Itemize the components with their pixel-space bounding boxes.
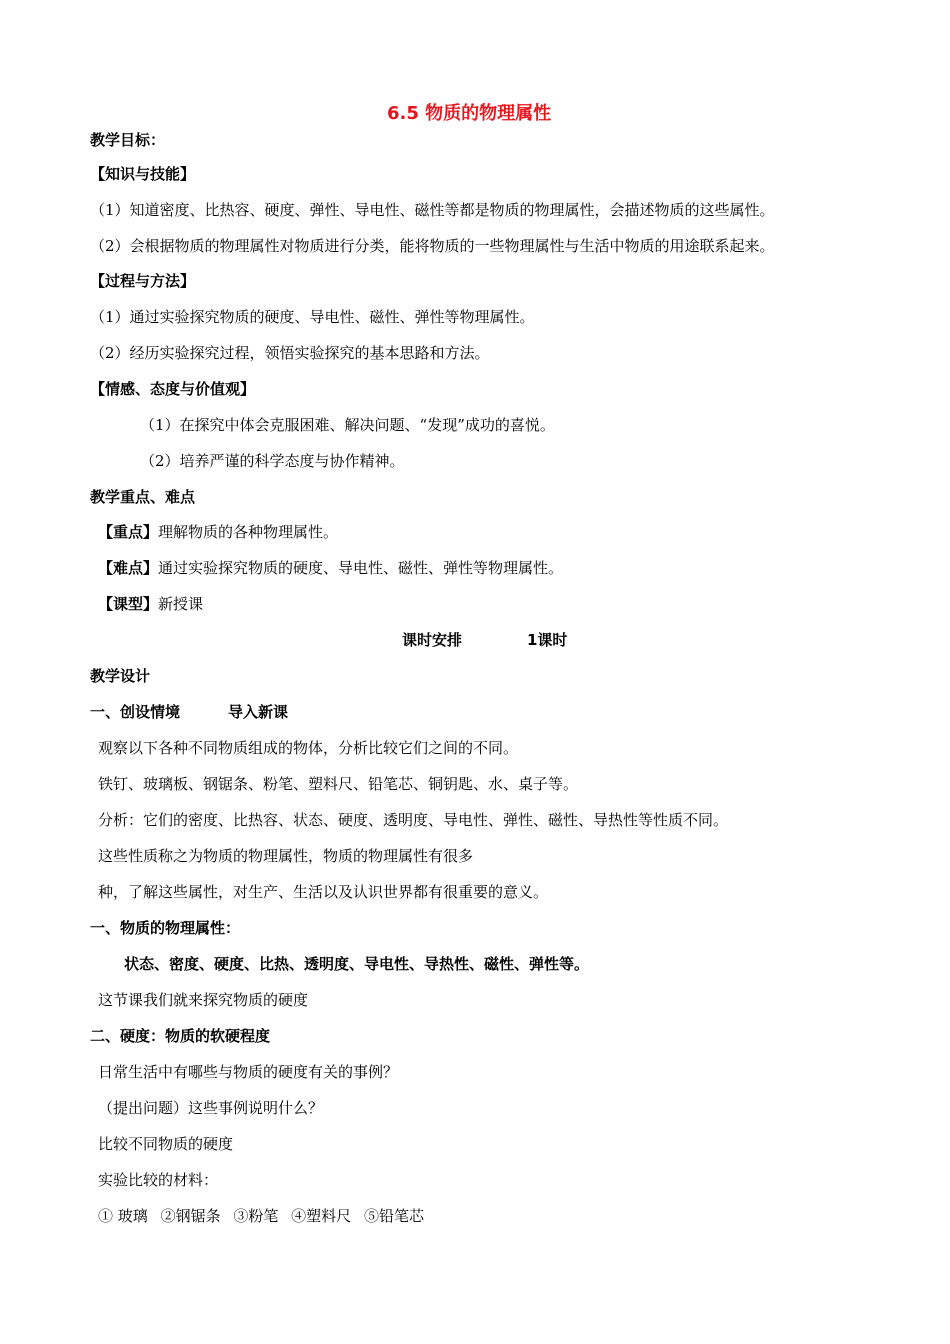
materials-list bbox=[98, 1206, 424, 1226]
page-title: 6.5 物质的物理属性 bbox=[387, 103, 552, 124]
section2-heading: 一、物质的物理属性： bbox=[90, 919, 241, 937]
process-item-1: （1）通过实验探究物质的硬度、导电性、磁性、弹性等物理属性。 bbox=[90, 308, 535, 326]
intro-line-5: 种，了解这些属性，对生产、生活以及认识世界都有很重要的意义。 bbox=[98, 883, 549, 901]
intro-line-4: 这些性质称之为物质的物理属性，物质的物理属性有很多 bbox=[98, 847, 474, 865]
material-item: ① 玻璃 bbox=[98, 1207, 148, 1225]
hardness-line-3: 比较不同物质的硬度 bbox=[98, 1135, 234, 1153]
section3-heading: 二、硬度：物质的软硬程度 bbox=[90, 1027, 271, 1045]
key-point bbox=[98, 522, 338, 542]
material-item: ④塑料尺 bbox=[291, 1207, 352, 1225]
properties-list: 状态、密度、硬度、比热、透明度、导电性、导热性、磁性、弹性等。 bbox=[124, 955, 590, 973]
section1-heading: 一、创设情境 bbox=[90, 703, 181, 721]
material-item: ③粉笔 bbox=[233, 1207, 279, 1225]
difficulty-text: 通过实验探究物质的硬度、导电性、磁性、弹性等物理属性。 bbox=[158, 559, 564, 577]
process-heading: 【过程与方法】 bbox=[90, 272, 196, 290]
lesson-type-label: 【课型】 bbox=[98, 595, 159, 613]
keypoints-heading: 教学重点、难点 bbox=[90, 488, 196, 506]
process-item-2: （2）经历实验探究过程，领悟实验探究的基本思路和方法。 bbox=[90, 344, 490, 362]
objectives-heading: 教学目标： bbox=[90, 131, 166, 149]
hardness-line-2: （提出问题）这些事例说明什么？ bbox=[98, 1099, 324, 1117]
emotion-item-1: （1）在探究中体会克服困难、解决问题、“发现”成功的喜悦。 bbox=[140, 416, 555, 434]
schedule-label: 课时安排 bbox=[402, 631, 463, 649]
intro-line-1: 观察以下各种不同物质组成的物体，分析比较它们之间的不同。 bbox=[98, 739, 519, 757]
hardness-line-4: 实验比较的材料： bbox=[98, 1171, 219, 1189]
knowledge-item-2: （2）会根据物质的物理属性对物质进行分类，能将物质的一些物理属性与生活中物质的用途联系起来。 bbox=[90, 237, 775, 255]
schedule-value: 1课时 bbox=[527, 631, 568, 649]
difficulty-label: 【难点】 bbox=[98, 559, 159, 577]
key-point-label: 【重点】 bbox=[98, 523, 159, 541]
material-item: ②钢锯条 bbox=[160, 1207, 221, 1225]
section1-subheading: 导入新课 bbox=[228, 703, 289, 721]
knowledge-item-1: （1）知道密度、比热容、硬度、弹性、导电性、磁性等都是物质的物理属性，会描述物质的这些属性。 bbox=[90, 201, 775, 219]
section2-text: 这节课我们就来探究物质的硬度 bbox=[98, 991, 309, 1009]
lesson-type-text: 新授课 bbox=[158, 595, 204, 613]
lesson-type bbox=[98, 594, 203, 614]
emotion-heading: 【情感、态度与价值观】 bbox=[90, 380, 256, 398]
knowledge-heading: 【知识与技能】 bbox=[90, 165, 196, 183]
hardness-line-1: 日常生活中有哪些与物质的硬度有关的事例？ bbox=[98, 1063, 399, 1081]
difficulty-point bbox=[98, 558, 563, 578]
design-heading: 教学设计 bbox=[90, 667, 151, 685]
intro-line-3: 分析：它们的密度、比热容、状态、硬度、透明度、导电性、弹性、磁性、导热性等性质不同。 bbox=[98, 811, 729, 829]
key-point-text: 理解物质的各种物理属性。 bbox=[158, 523, 339, 541]
emotion-item-2: （2）培养严谨的科学态度与协作精神。 bbox=[140, 452, 405, 470]
intro-line-2: 铁钉、玻璃板、钢锯条、粉笔、塑料尺、铅笔芯、铜钥匙、水、桌子等。 bbox=[98, 775, 579, 793]
material-item: ⑤铅笔芯 bbox=[363, 1207, 424, 1225]
